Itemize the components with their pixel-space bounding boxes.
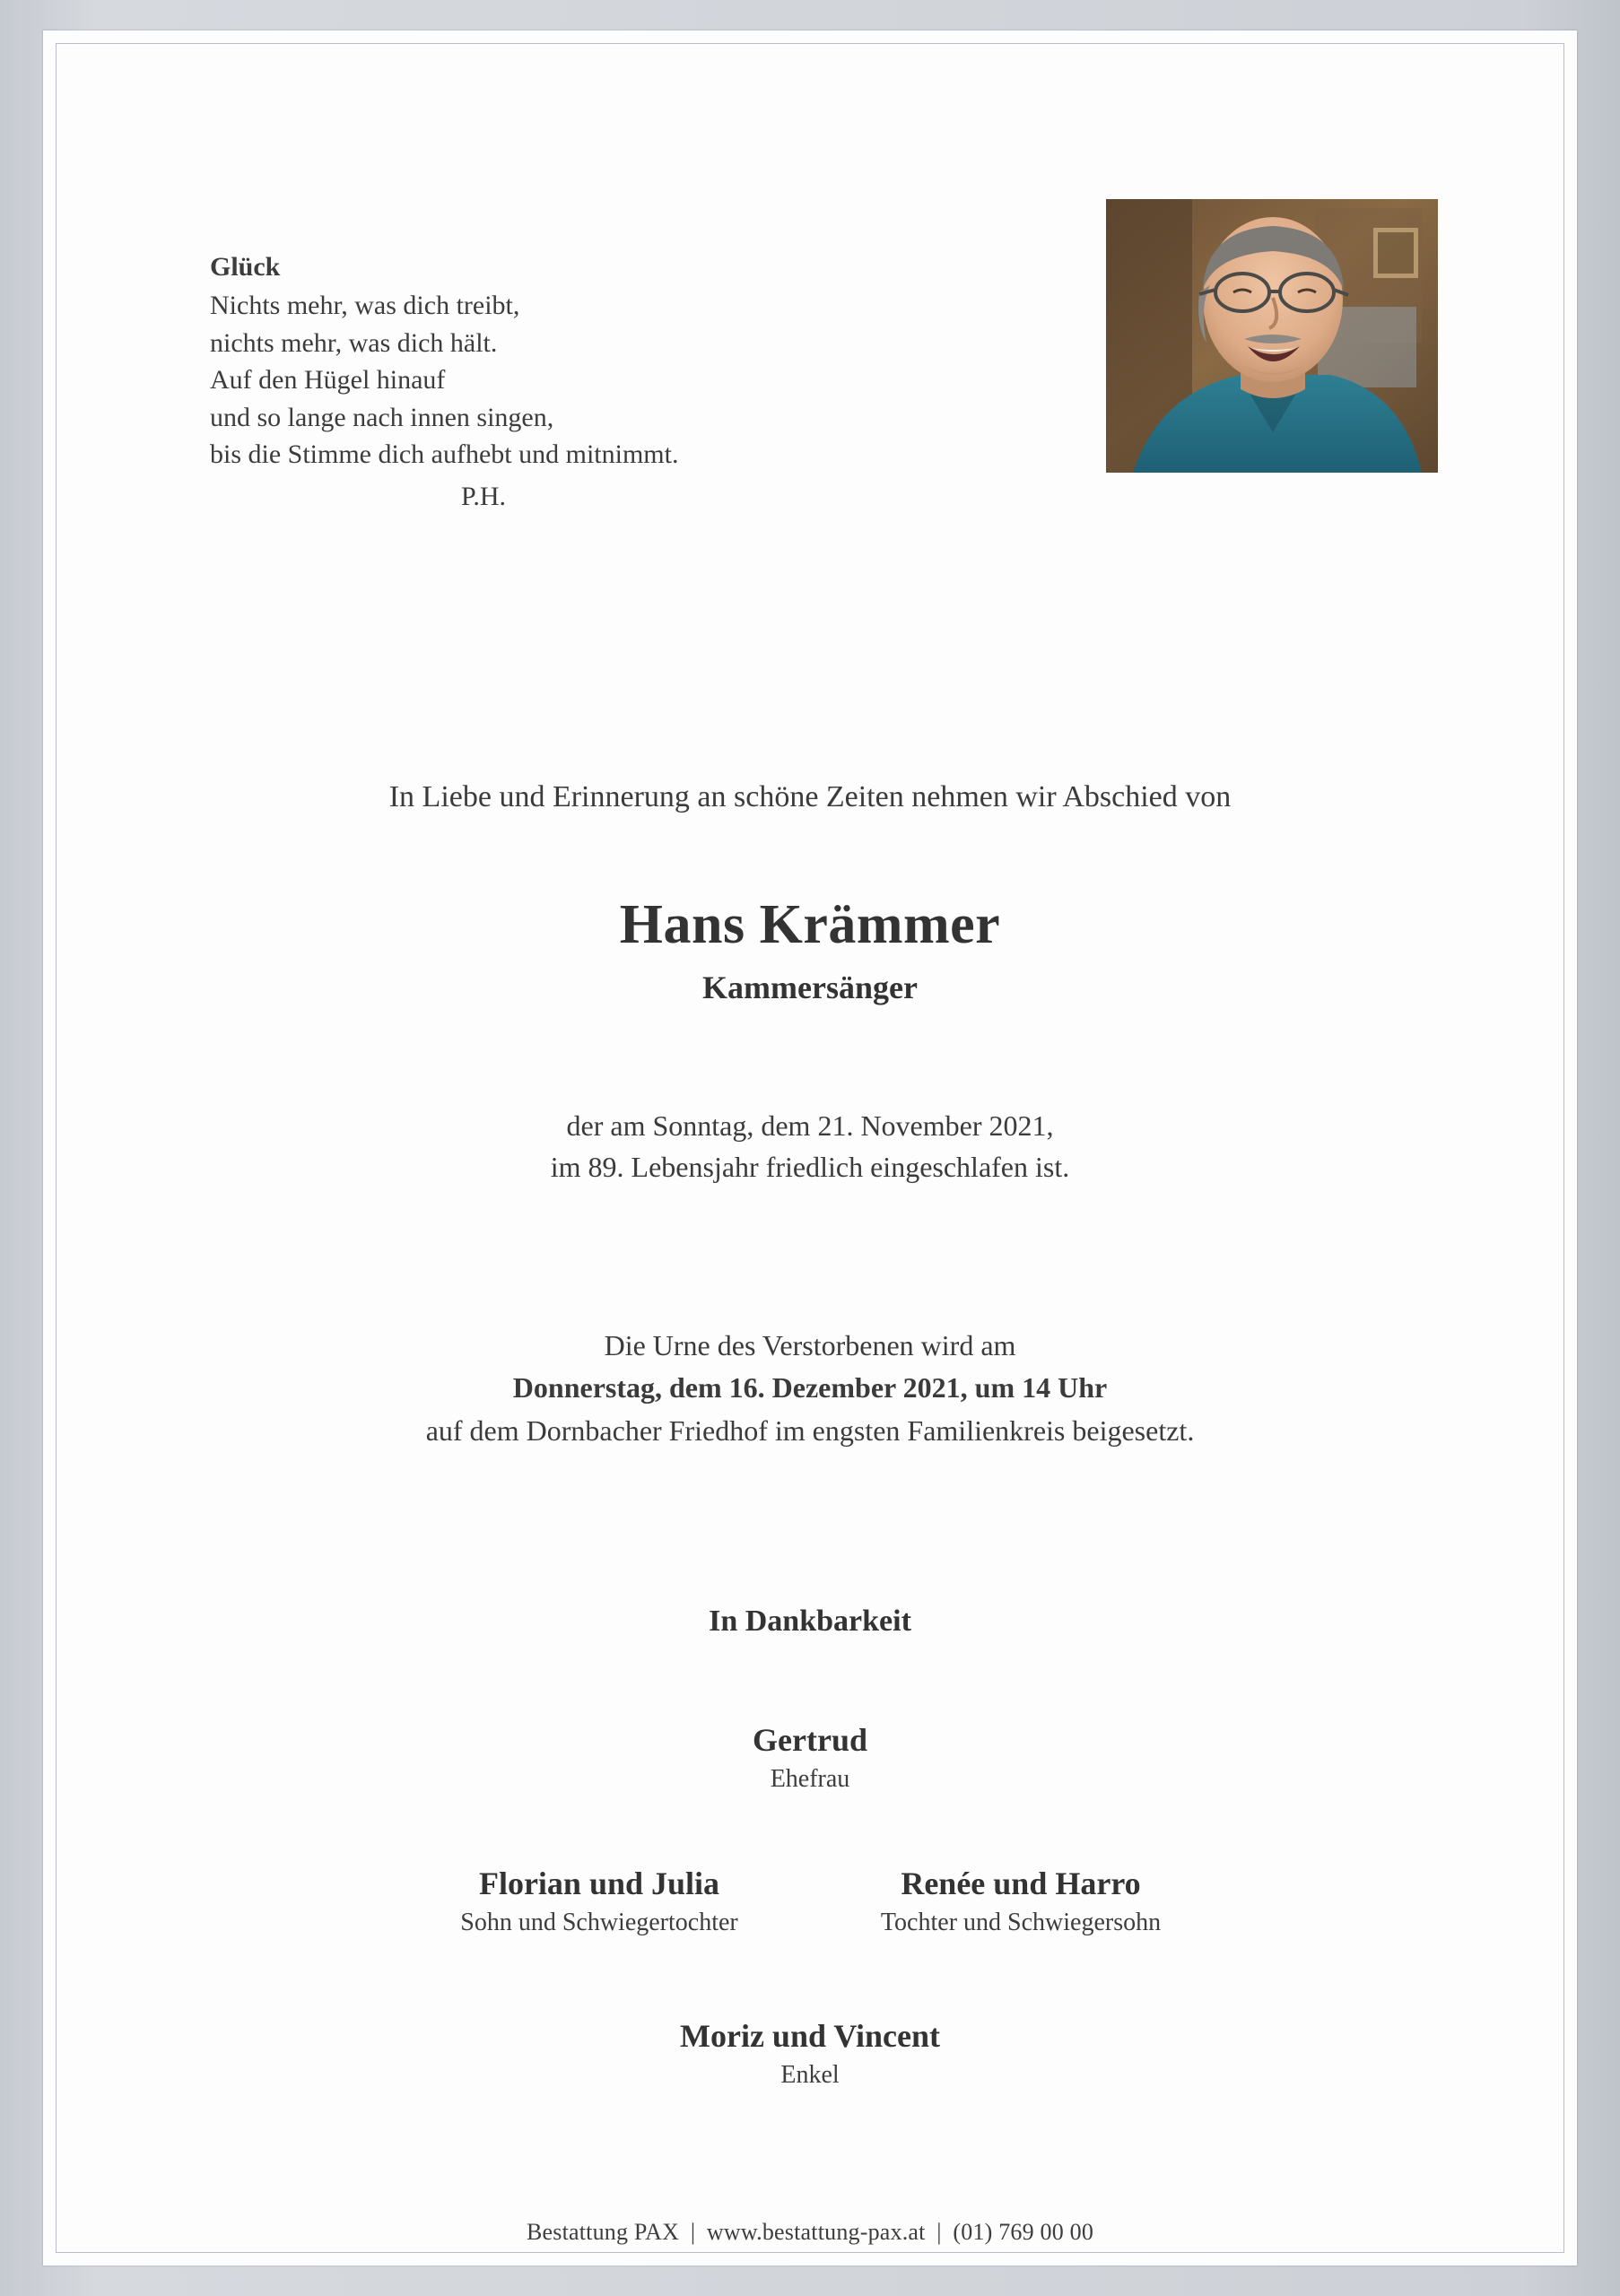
death-date-line: der am Sonntag, dem 21. November 2021, <box>566 1109 1054 1142</box>
family-child-2-relation: Tochter und Schwiegersohn <box>880 1909 1162 1937</box>
family-widow <box>43 1721 1577 1796</box>
footer <box>43 2219 1577 2246</box>
funeral-datetime: Donnerstag, dem 16. Dezember 2021, um 14 Uhr <box>512 1371 1108 1405</box>
deceased-title: Kammersänger <box>702 970 918 1005</box>
family-child-1-name: Florian und Julia <box>478 1866 720 1901</box>
family-child-2-name: Renée und Harro <box>901 1866 1141 1901</box>
family-widow-name: Gertrud <box>753 1722 867 1758</box>
poem-title: Glück <box>210 252 281 282</box>
footer-separator-2: | <box>936 2219 942 2245</box>
poem-block <box>210 248 892 516</box>
card-sheet <box>43 30 1577 2266</box>
family-widow-relation: Ehefrau <box>770 1765 850 1794</box>
family-children <box>43 1865 1577 1940</box>
death-age-line: im 89. Lebensjahr friedlich eingeschlafen ist. <box>550 1151 1070 1184</box>
poem-signature: P.H. <box>460 482 507 512</box>
poem-line-3: Auf den Hügel hinauf <box>210 365 446 396</box>
footer-separator-1: | <box>690 2219 696 2245</box>
family-grandchildren-relation: Enkel <box>780 2061 840 2090</box>
card-content <box>43 30 1577 2266</box>
family-child-1-relation: Sohn und Schwiegertochter <box>460 1909 738 1937</box>
family-grandchildren <box>43 2017 1577 2092</box>
family-grandchildren-name: Moriz und Vincent <box>679 2018 940 2054</box>
death-info <box>43 1105 1577 1188</box>
lead-text: In Liebe und Erinnerung an schöne Zeiten nehmen wir Abschied von <box>388 780 1232 813</box>
footer-phone: (01) 769 00 00 <box>953 2219 1094 2245</box>
footer-website[interactable]: www.bestattung-pax.at <box>706 2219 926 2245</box>
family-child-1 <box>451 1865 747 1940</box>
footer-company: Bestattung PAX <box>526 2219 680 2245</box>
portrait-photo <box>1106 199 1438 473</box>
funeral-intro: Die Urne des Verstorbenen wird am <box>604 1329 1016 1361</box>
poem-line-5: bis die Stimme dich aufhebt und mitnimmt. <box>210 439 679 469</box>
poem-line-4: und so lange nach innen singen, <box>210 402 554 432</box>
family-child-2 <box>873 1865 1169 1940</box>
funeral-place: auf dem Dornbacher Friedhof im engsten Familienkreis beigesetzt. <box>425 1413 1195 1447</box>
poem-line-1: Nichts mehr, was dich treibt, <box>210 291 520 321</box>
poem-line-2: nichts mehr, was dich hält. <box>210 327 498 358</box>
funeral-info <box>43 1325 1577 1452</box>
portrait-image <box>1106 199 1438 473</box>
gratitude-heading: In Dankbarkeit <box>709 1605 911 1638</box>
deceased-name: Hans Krämmer <box>619 894 1001 955</box>
